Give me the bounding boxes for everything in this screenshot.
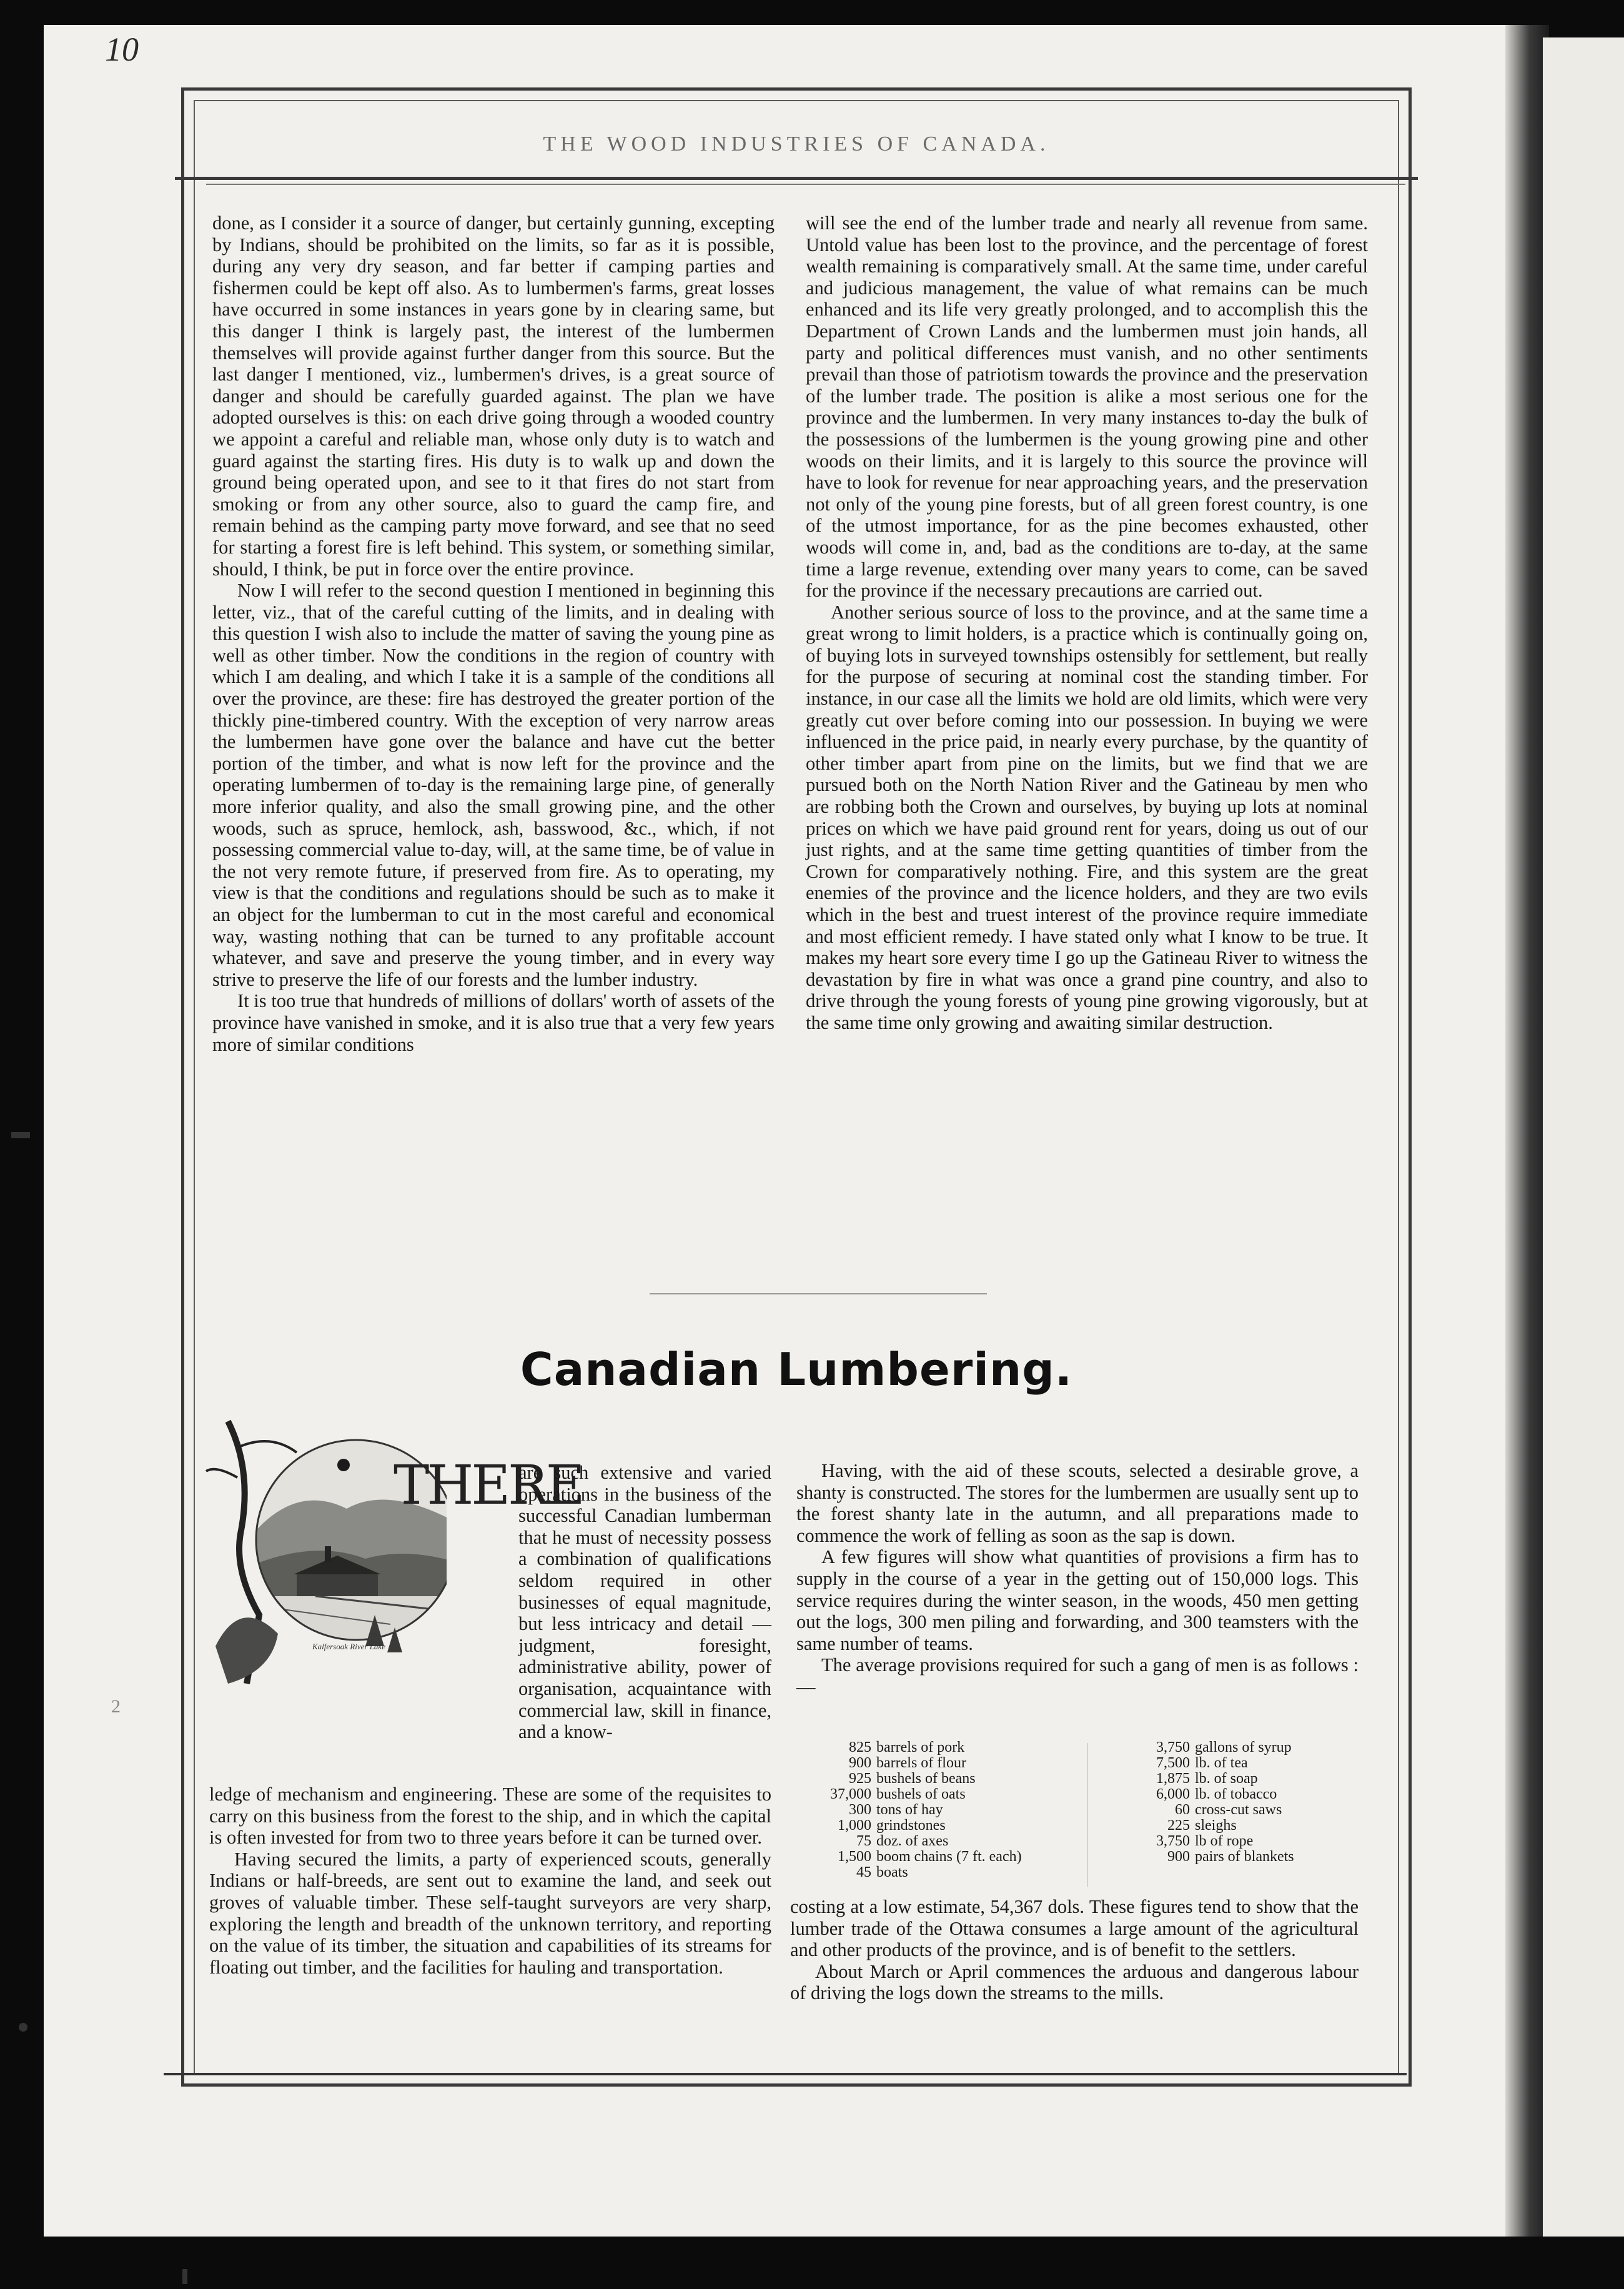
scan-speck [19, 2023, 27, 2032]
letter-right-column [806, 212, 1368, 1034]
list-item: 1,000 grindstones [838, 1817, 946, 1834]
paragraph: About March or April commences the arduous and dangerous labour of driving the logs down the streams to the mills. [790, 1960, 1359, 2004]
article-left-column-bottom [209, 1784, 771, 1978]
paragraph: The average provisions required for such a gang of men is as follows :— [796, 1654, 1359, 1697]
paragraph: done, as I consider it a source of danger, but certainly gunning, excepting by Indians, should be prohibited on the limits, so far as it is possible, during any very dry season, and far better if camping parties and fishermen could be kept off also. As to lumbermen's farms, great losses have occurred in some instances in years gone by in clearing same, but this danger I think is largely past, the interest of the lumbermen themselves will provide against further danger from this source. But the last danger I mentioned, viz., lumbermen's drives, is a great source of danger and should be carefully guarded against. The plan we have adopted ourselves is this: on each drive going through a wooded country we appoint a careful and reliable man, whose only duty is to watch and guard against the starting fires. His duty is to walk up and down the ground being operated upon, and see to it that fires do not start from smoking or from any other source, also to guard the camp fire, and remain behind as the camping party move forward, and see that no seed for starting a forest fire is left behind. This system, or something similar, should, I think, be put in force over the entire province. [212, 212, 775, 580]
list-item: 900 barrels of flour [849, 1755, 966, 1771]
header-rule-thin [206, 184, 1405, 185]
list-item: 825 barrels of pork [849, 1739, 965, 1755]
article-right-column [796, 1460, 1359, 1698]
lumber-camp-illustration [203, 1409, 447, 1690]
article-left-column-top [518, 1462, 771, 1743]
list-item: 6,000 lb. of tobacco [1156, 1786, 1277, 1802]
paragraph: Having secured the limits, a party of experienced scouts, generally Indians or half-breeds, are sent out to examine the land, and seek out groves of valuable timber. These self-taught surveyors are very sharp, exploring the length and breadth of the unknown territory, and reporting on the value of its timber, the situation and capabilities of its streams for floating out timber, and the facilities for hauling and transportation. [209, 1848, 771, 1978]
list-item: 60 cross-cut saws [1175, 1802, 1282, 1818]
letter-left-column [212, 212, 775, 1055]
page-frame-bottom-rule [164, 2073, 1407, 2075]
vignette-caption: Kalfersoak River Lake [312, 1642, 385, 1651]
list-item: 45 boats [856, 1864, 908, 1880]
list-item: 225 sleighs [1167, 1817, 1237, 1834]
list-item: 7,500 lb. of tea [1156, 1755, 1248, 1771]
list-item: 37,000 bushels of oats [830, 1786, 966, 1802]
page-number: 10 [105, 31, 139, 68]
provisions-list-right [1102, 1740, 1359, 1865]
list-item: 925 bushels of beans [849, 1770, 976, 1787]
list-item: 75 doz. of axes [856, 1833, 949, 1849]
scan-speck [11, 1132, 30, 1138]
list-item: 3,750 gallons of syrup [1156, 1739, 1292, 1755]
paragraph: A few figures will show what quantities of provisions a firm has to supply in the course of a year in the getting out of 150,000 logs. This service requires during the winter season, in the woods, 450 men getting out the logs, 300 men piling and forwarding, and 300 teamsters with the same number of teams. [796, 1546, 1359, 1654]
paragraph: It is too true that hundreds of millions of dollars' worth of assets of the province have vanished in smoke, and it is also true that a very few years more of similar conditions [212, 990, 775, 1055]
provisions-list-left [796, 1740, 1071, 1880]
list-item: 900 pairs of blankets [1167, 1849, 1294, 1865]
paragraph: Now I will refer to the second question I mentioned in beginning this letter, viz., that of the careful cutting of the limits, and in dealing with this question I wish also to include the matter of saving the young pine as well as other timber. Now the conditions in the region of country with which I am dealing, and which I take it is a sample of the conditions all over the province, are these: fire has destroyed the greater portion of the thickly pine-timbered country. With the exception of very narrow areas the lumbermen have gone over the balance and have cut the better portion of the timber, and what is now left for the province and the operating lumbermen of to-day is the remaining large pine, of generally more inferior quality, and also the small growing pine, and the other woods, such as spruce, hemlock, ash, basswood, &c., which, if not possessing commercial value to-day, will, at the same time, be of value in the not very remote future, if preserved from fire. As to operating, my view is that the conditions and regulations should be such as to make it an object for the lumberman to cut in the most careful and economical way, wasting nothing that can be turned to any profitable account whatever, and save and preserve the young timber, and in every way strive to preserve the life of our forests and the lumber industry. [212, 580, 775, 990]
paragraph: are such extensive and varied operations in the business of the successful Canadian lumberman that he must of necessity possess a combination of qualifications seldom required in other businesses of equal magnitude, but less intricacy and detail — judgment, foresight, administrative ability, power of organisation, acquaintance with commercial law, skill in finance, and a know- [518, 1462, 771, 1743]
paragraph: Another serious source of loss to the province, and at the same time a great wrong to limit holders, is a practice which is continually going on, of buying lots in surveyed townships ostensibly for settlement, but really for the purpose of securing at nominal cost the standing timber. For instance, in our case all the limits we hold are old limits, which were very greatly cut over before coming into our possession. In buying we were influenced in the price paid, in nearly every purchase, by the quantity of other timber apart from pine on the limits, but we find that we are pursued both on the North Nation River and the Gatineau by men who are robbing both the Crown and ourselves, by buying up lots at nominal prices on which we have paid ground rent for years, doing us out of our just rights, and at the same time getting quantities of timber from the Crown for comparatively nothing. Fire, and this system are the great enemies of the province and the licence holders, and they are two evils which in the best and truest interest of the province require immediate and most efficient remedy. I have stated only what I know to be true. It makes my heart sore every time I go up the Gatineau River to witness the devastation by fire in what was once a grand pine country, and also to drive through the young forests of young pine growing vigorously, but at the same time only growing and awaiting similar destruction. [806, 601, 1368, 1033]
paragraph: costing at a low estimate, 54,367 dols. These figures tend to show that the lumber trade of the Ottawa consumes a large amount of the agricultural and other products of the province, and is of benefit to the settlers. [790, 1896, 1359, 1961]
paragraph: Having, with the aid of these scouts, selected a desirable grove, a shanty is constructed. The stores for the lumbermen are usually sent up to the forest shanty late in the autumn, and all preparations made to commence the work of felling as soon as the sap is down. [796, 1460, 1359, 1546]
running-head: THE WOOD INDUSTRIES OF CANADA. [543, 132, 1050, 156]
article-title: Canadian Lumbering. [520, 1343, 1073, 1396]
list-item: 300 tons of hay [849, 1802, 943, 1818]
list-item: 1,500 boom chains (7 ft. each) [838, 1849, 1022, 1865]
drop-cap: THERE [394, 1454, 583, 1517]
list-item: 3,750 lb of rope [1156, 1833, 1254, 1849]
scan-speck [182, 2269, 187, 2284]
paragraph: will see the end of the lumber trade and nearly all revenue from same. Untold value has been lost to the province, and the percentage of forest wealth remaining is comparatively small. At the same time, under careful and judicious management, the value of what remains can be much enhanced and its life very greatly prolonged, and to accomplish this the Department of Crown Lands and the lumbermen must join hands, all party and political differences must vanish, and no other sentiments prevail than those of patriotism towards the province and the preservation of the lumber trade. The position is alike a most serious one for the province and the lumbermen. In very many instances to-day the bulk of the possessions of the lumbermen is the young growing pine and other woods on their limits, and it is largely to this source the province will have to look for revenue for near approaching years, and the preservation not only of the young pine forests, but of all green forest country, is one of the utmost importance, for as the pine becomes exhausted, other woods will come in, and, bad as the conditions are to-day, at the same time a large revenue, extending over many years to come, can be saved for the province if the necessary precautions are carried out. [806, 212, 1368, 602]
paragraph: ledge of mechanism and engineering. These are some of the requisites to carry on this business from the forest to the ship, and in which the capital is often invested for from two to three years before it can be turned over. [209, 1784, 771, 1849]
margin-mark: 2 [111, 1696, 121, 1717]
article-right-column-continued [790, 1896, 1359, 2004]
header-rule [175, 177, 1418, 180]
section-divider [650, 1293, 987, 1294]
list-item: 1,875 lb. of soap [1156, 1770, 1258, 1787]
facing-page-edge [1543, 37, 1624, 2237]
